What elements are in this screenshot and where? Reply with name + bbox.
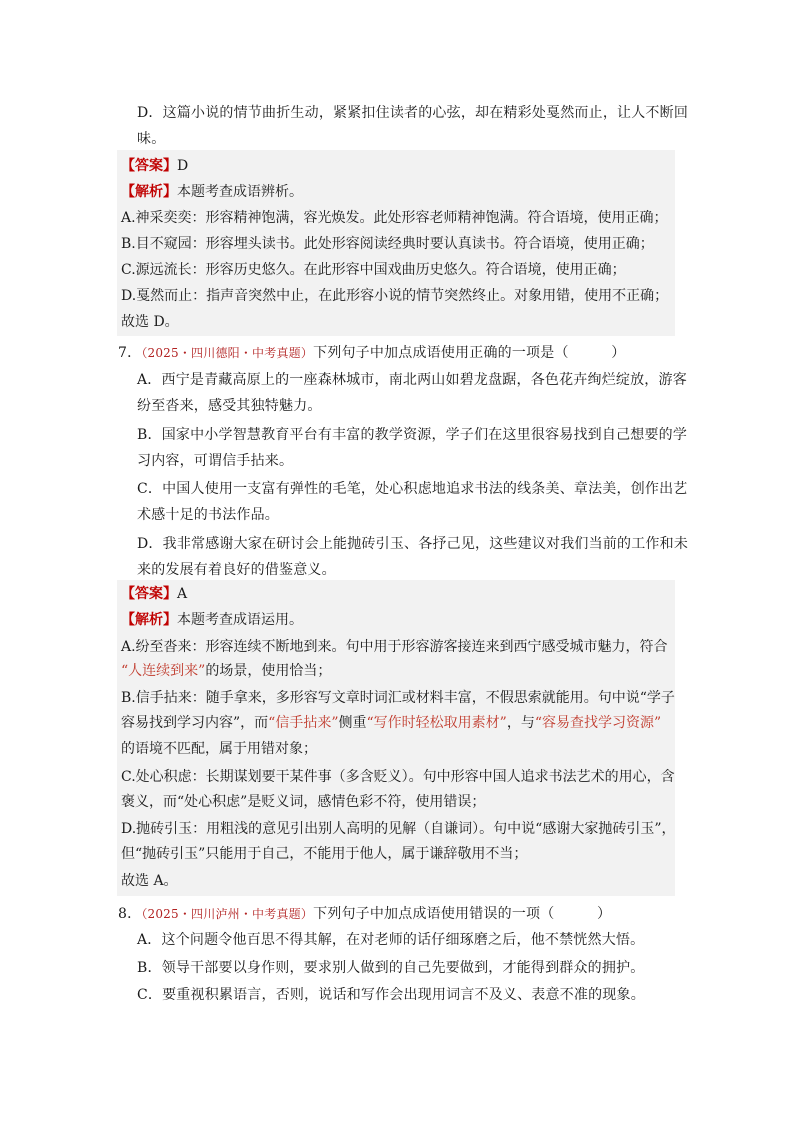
question-source: （2025・四川德阳・中考真题）	[141, 346, 314, 360]
q7-option-d-line1: D．我非常感谢大家在研讨会上能抛砖引玉、各抒己见，这些建议对我们当前的工作和未	[137, 536, 689, 552]
question-8-stem	[118, 904, 611, 924]
analysis-tag: 【解析】	[121, 184, 177, 200]
q8-option-a: A．这个问题令他百思不得其解，在对老师的话仔细琢磨之后，他不禁恍然大悟。	[137, 932, 645, 948]
q6-option-d-line2: 味。	[137, 131, 166, 147]
answer-value: D	[177, 158, 189, 174]
analysis-text: 容易找到学习内容”，而	[121, 715, 269, 731]
analysis-item-a-line1: A.纷至沓来：形容连续不断地到来。句中用于形容游客接连来到西宁感受城市魅力，符合	[121, 639, 668, 655]
analysis-line	[121, 610, 303, 630]
analysis-item-b-line3: 的语境不匹配，属于用错对象；	[121, 741, 317, 757]
analysis-text: 的场景，使用恰当；	[205, 663, 332, 679]
analysis-item-c: C.源远流长：形容历史悠久。在此形容中国戏曲历史悠久。符合语境，使用正确；	[121, 262, 626, 278]
quoted-phrase: “人连续到来”	[121, 663, 206, 679]
quoted-phrase: “写作时轻松取用素材”	[366, 715, 507, 731]
q8-option-c: C．要重视积累语言，否则，说话和写作会出现用词言不及义、表意不准的现象。	[137, 987, 645, 1003]
q7-option-a-line2: 纷至沓来，感受其独特魅力。	[137, 398, 322, 414]
analysis-line	[121, 182, 303, 202]
answer-analysis-block-2	[117, 580, 675, 896]
analysis-item-d: D.戛然而止：指声音突然中止，在此形容小说的情节突然终止。对象用错，使用不正确；	[121, 288, 669, 304]
answer-line	[121, 584, 187, 604]
q7-option-c-line2: 术感十足的书法作品。	[137, 507, 279, 523]
analysis-item-a-line2	[121, 661, 331, 681]
q7-option-a-line1: A．西宁是青藏高原上的一座森林城市，南北两山如碧龙盘踞，各色花卉绚烂绽放，游客	[137, 372, 687, 388]
quoted-phrase: “容易查找学习资源”	[534, 715, 662, 731]
analysis-item-b: B.目不窥园：形容埋头读书。此处形容阅读经典时要认真读书。符合语境，使用正确；	[121, 236, 654, 252]
analysis-text: 侧重	[338, 715, 367, 731]
question-number: 7．	[118, 345, 142, 361]
q7-option-d-line2: 来的发展有着良好的借鉴意义。	[137, 562, 336, 578]
analysis-item-b-line2	[121, 713, 661, 733]
answer-line	[121, 156, 188, 176]
q8-option-b: B．领导干部要以身作则，要求别人做到的自己先要做到，才能得到群众的拥护。	[137, 960, 645, 976]
answer-tag: 【答案】	[121, 158, 177, 174]
analysis-item-a: A.神采奕奕：形容精神饱满，容光焕发。此处形容老师精神饱满。符合语境，使用正确；	[121, 210, 668, 226]
q6-option-d-line1: D．这篇小说的情节曲折生动，紧紧扣住读者的心弦，却在精彩处戛然而止，让人不断回	[137, 105, 689, 121]
analysis-item-c-line2: 褒义，而“处心积虑”是贬义词，感情色彩不符，使用错误；	[121, 794, 486, 810]
analysis-conclusion: 故选 D。	[121, 314, 179, 330]
analysis-item-d-line2: 但“抛砖引玉”只能用于自己，不能用于他人，属于谦辞敬用不当；	[121, 846, 528, 862]
answer-analysis-block-1	[117, 150, 675, 336]
analysis-item-d-line1: D.抛砖引玉：用粗浅的意见引出别人高明的见解（自谦词）。句中说“感谢大家抛砖引玉”，	[121, 821, 676, 837]
q7-option-c-line1: C．中国人使用一支富有弹性的毛笔，处心积虑地追求书法的线条美、章法美，创作出艺	[137, 481, 688, 497]
question-source: （2025・四川泸州・中考真题）	[141, 907, 314, 921]
quoted-phrase: “信手拈来”	[268, 715, 339, 731]
question-7-stem	[118, 343, 625, 363]
analysis-text: ，与	[506, 715, 535, 731]
question-text: 下列句子中加点成语使用正确的一项是（ ）	[313, 345, 626, 361]
analysis-head: 本题考查成语辨析。	[177, 184, 303, 200]
analysis-tag: 【解析】	[121, 612, 177, 628]
question-number: 8．	[118, 906, 142, 922]
answer-tag: 【答案】	[121, 586, 177, 602]
question-text: 下列句子中加点成语使用错误的一项（ ）	[313, 906, 612, 922]
analysis-conclusion: 故选 A。	[121, 873, 178, 889]
analysis-item-c-line1: C.处心积虑：长期谋划要干某件事（多含贬义）。句中形容中国人追求书法艺术的用心，含	[121, 769, 675, 785]
q7-option-b-line2: 习内容，可谓信手拈来。	[137, 453, 294, 469]
q7-option-b-line1: B．国家中小学智慧教育平台有丰富的教学资源，学子们在这里很容易找到自己想要的学	[137, 427, 688, 443]
analysis-head: 本题考查成语运用。	[177, 612, 303, 628]
answer-value: A	[177, 586, 188, 602]
analysis-item-b-line1: B.信手拈来：随手拿来，多形容写文章时词汇或材料丰富，不假思索就能用。句中说“学子	[121, 690, 675, 706]
